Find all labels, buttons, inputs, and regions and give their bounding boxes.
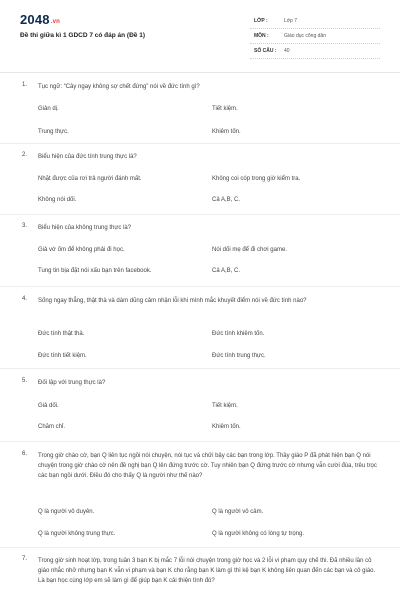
answer-option-b[interactable]: Tiết kiệm. xyxy=(212,403,238,409)
answer-option-b[interactable]: Q là người vô cảm. xyxy=(212,509,264,515)
meta-key: LỚP : xyxy=(254,18,268,24)
page-title: Đề thi giữa kì 1 GDCD 7 có đáp án (Đề 1) xyxy=(20,32,145,39)
answer-option-c[interactable]: Không nói dối. xyxy=(38,197,77,203)
question-divider xyxy=(0,286,400,287)
meta-value: Lớp 7 xyxy=(284,18,298,24)
answer-option-b[interactable]: Tiết kiệm. xyxy=(212,106,238,112)
meta-key: MÔN : xyxy=(254,33,269,39)
logo-number: 2048 xyxy=(20,12,50,27)
answer-option-d[interactable]: Q là người không có lòng tự trọng. xyxy=(212,531,305,537)
exam-meta-table xyxy=(250,14,380,59)
answer-option-c[interactable]: Đức tính tiết kiệm. xyxy=(38,353,87,359)
question-divider xyxy=(0,547,400,548)
answer-option-c[interactable]: Tung tin bịa đặt nói xấu bạn trên facebook. xyxy=(38,268,152,274)
question-number: 5. xyxy=(22,378,28,384)
answer-option-a[interactable]: Giả vờ ốm để không phải đi học. xyxy=(38,247,125,253)
answer-option-a[interactable]: Q là người vô duyên. xyxy=(38,509,95,515)
question-number: 1. xyxy=(22,82,28,88)
answer-option-b[interactable]: Nói dối mẹ để đi chơi game. xyxy=(212,247,287,253)
question-text: Đối lập với trung thực là? xyxy=(38,380,106,386)
answer-option-a[interactable]: Đức tính thật thà. xyxy=(38,331,85,337)
meta-row-subject xyxy=(250,29,380,44)
answer-option-c[interactable]: Q là người không trung thực. xyxy=(38,531,116,537)
logo-suffix: .vn xyxy=(50,19,61,25)
answer-option-c[interactable]: Trung thực. xyxy=(38,129,69,135)
question-number: 2. xyxy=(22,152,28,158)
question-text: Biểu hiện của không trung thực là? xyxy=(38,225,132,231)
question-divider xyxy=(0,143,400,144)
answer-option-d[interactable]: Khiêm tốn. xyxy=(212,129,241,135)
answer-option-a[interactable]: Nhặt được của rơi trả người đánh mất. xyxy=(38,176,142,182)
answer-option-b[interactable]: Không coi cóp trong giờ kiểm tra. xyxy=(212,176,301,182)
question-text: Sống ngay thẳng, thật thà và dám dũng cảm nhận lỗi khi mình mắc khuyết điểm nói về đức tính nào? xyxy=(38,298,307,304)
question-text: Tục ngữ: “Cây ngay không sợ chết đứng” nói về đức tính gì? xyxy=(38,84,200,90)
question-number: 6. xyxy=(22,451,28,457)
header-divider xyxy=(0,72,400,73)
site-logo[interactable] xyxy=(20,12,60,27)
question-text: Trong giờ sinh hoạt lớp, trong tuần 3 bạn K bị mắc 7 lỗi nói chuyện trong giờ học và 2 lỗi vi phạm quy chế thi. Đã nhiều lần cô giáo nhắc nhở nhưng bạn K vẫn vi phạm và bạn K cho rằng bạn K làm gì thì kệ bạn K không liên quan đến các bạn và cô giáo. Là bạn học cùng lớp em sẽ làm gì để giúp bạn K cải thiện tình đó? xyxy=(38,558,376,584)
answer-option-d[interactable]: Cả A,B, C. xyxy=(212,197,241,203)
question-divider xyxy=(0,441,400,442)
question-text: Trong giờ chào cờ, bạn Q liên tục ngồi nói chuyện, nói tục và chửi bậy các bạn trong lớp. Thầy giáo P đã phát hiện bạn Q nói chuyện trong giờ chào cờ nên đề nghị bạn Q lên đứng trước cờ. Tuy nhiên bạn Q đứng trước cờ nhưng vẫn cười đùa, trêu trọc các bạn ngồi dưới. Điều đó cho thấy Q là người như thế nào? xyxy=(38,453,377,479)
meta-key: SỐ CÂU : xyxy=(254,48,277,54)
question-divider xyxy=(0,368,400,369)
answer-option-d[interactable]: Đức tính trung thực. xyxy=(212,353,266,359)
answer-option-a[interactable]: Giản dị. xyxy=(38,106,59,112)
meta-row-count xyxy=(250,44,380,59)
meta-row-class xyxy=(250,14,380,29)
answer-option-a[interactable]: Giả dối. xyxy=(38,403,59,409)
answer-option-d[interactable]: Cả A,B, C. xyxy=(212,268,241,274)
meta-value: Giáo dục công dân xyxy=(284,33,326,39)
meta-value: 40 xyxy=(284,48,290,54)
question-number: 4. xyxy=(22,296,28,302)
question-number: 7. xyxy=(22,556,28,562)
page-header xyxy=(0,0,400,62)
answer-option-c[interactable]: Chăm chỉ. xyxy=(38,424,66,430)
answer-option-d[interactable]: Khiêm tốn. xyxy=(212,424,241,430)
question-text: Biểu hiện của đức tính trung thực là? xyxy=(38,154,137,160)
question-divider xyxy=(0,214,400,215)
question-number: 3. xyxy=(22,223,28,229)
answer-option-b[interactable]: Đức tính khiêm tốn. xyxy=(212,331,265,337)
